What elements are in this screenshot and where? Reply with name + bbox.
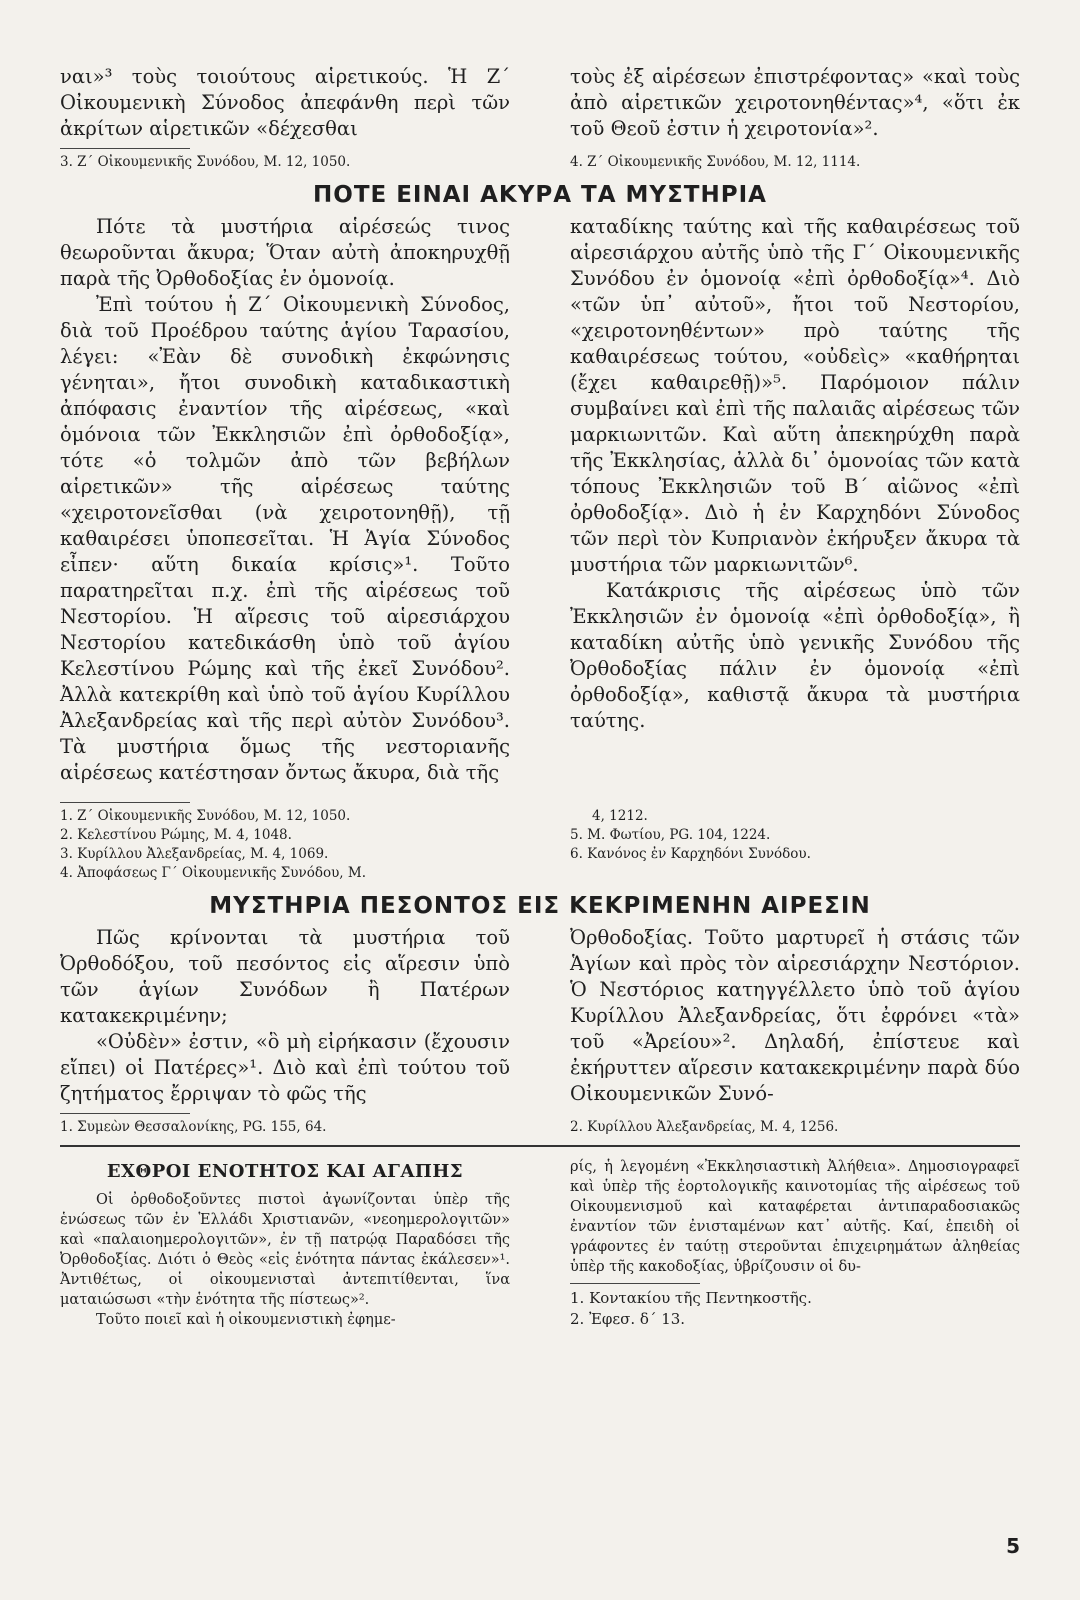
paragraph: Πότε τὰ μυστήρια αἱρέσεώς τινος θεωροῦνται ἄκυρα; Ὅταν αὐτὴ ἀποκηρυχθῇ παρὰ τῆς Ὀρθοδοξίας ἐν ὁμονοίᾳ.	[60, 215, 510, 290]
section-2-right-column	[570, 925, 1020, 1137]
footnote: 4. Ζ΄ Οἰκουμενικῆς Συνόδου, Μ. 12, 1114.	[570, 154, 861, 170]
footnote: 5. Μ. Φωτίου, PG. 104, 1224.	[570, 827, 771, 843]
footnote: 1. Ζ΄ Οἰκουμενικῆς Συνόδου, Μ. 12, 1050.	[60, 808, 351, 824]
section-1-left-column	[60, 214, 510, 786]
section-1-right-column	[570, 214, 1020, 786]
footnote: 2. Ἐφεσ. δ΄ 13.	[570, 1310, 686, 1328]
footnote-rule	[60, 148, 190, 149]
section-3-right-column	[570, 1157, 1020, 1330]
footnote: 3. Κυρίλλου Ἀλεξανδρείας, Μ. 4, 1069.	[60, 846, 329, 862]
top-right-text: τοὺς ἐξ αἱρέσεων ἐπιστρέφοντας» «καὶ τοὺς ἀπὸ αἱρετικῶν χειροτονηθέντας»⁴, «ὅτι ἐκ τοῦ Θεοῦ ἐστιν ἡ χειροτονία»².	[570, 65, 1020, 140]
footnotes-right	[570, 796, 1020, 883]
paragraph: Ἐπὶ τούτου ἡ Ζ΄ Οἰκουμενικὴ Σύνοδος, διὰ τοῦ Προέδρου ταύτης ἁγίου Ταρασίου, λέγει: «Ἐὰν δὲ συνοδικὴ ἐκφώνησις γένηται», ἤτοι συνοδικὴ καταδικαστικὴ ἀπόφασις ἐναντίον τῆς αἱρέσεως, «καὶ ὁμόνοια τῶν Ἐκκλησιῶν ἐπὶ ὀρθοδοξίᾳ», τότε «ὁ τολμῶν ἀπὸ τῶν βεβήλων αἱρετικῶν» τῆς αἱρέσεως ταύτης «χειροτονεῖσθαι (νὰ χειροτονηθῇ), τῇ καθαιρέσει ὑποπεσεῖται. Ἡ Ἁγία Σύνοδος εἶπεν· αὕτη δικαία κρίσις»¹. Τοῦτο παρατηρεῖται π.χ. ἐπὶ τῆς αἱρέσεως τοῦ Νεστορίου. Ἡ αἵρεσις τοῦ αἱρεσιάρχου Νεστορίου κατεδικάσθη ὑπὸ τοῦ ἁγίου Κελεστίνου Ρώμης καὶ τῆς ἐκεῖ Συνόδου². Ἀλλὰ κατεκρίθη καὶ ὑπὸ τοῦ ἁγίου Κυρίλλου Ἀλεξανδρείας καὶ τῆς περὶ αὐτὸν Συνόδου³. Τὰ μυστήρια ὅμως τῆς νεστοριανῆς αἱρέσεως κατέστησαν ὄντως ἄκυρα, διὰ τῆς	[60, 293, 510, 784]
section-2-left-column	[60, 925, 510, 1137]
footnote: 1. Κοντακίου τῆς Πεντηκοστῆς.	[570, 1289, 812, 1307]
top-left-text: ναι»³ τοὺς τοιούτους αἱρετικούς. Ἡ Ζ΄ Οἰκουμενικὴ Σύνοδος ἀπεφάνθη περὶ τῶν ἀκρίτων αἱρετικῶν «δέχεσθαι	[60, 65, 510, 140]
document-page	[60, 64, 1020, 1330]
paragraph: ρίς, ἡ λεγομένη «Ἐκκλησιαστικὴ Ἀλήθεια». Δημοσιογραφεῖ καὶ ὑπὲρ τῆς ἑορτολογικῆς καινοτομίας τῆς αἱρέσεως τοῦ Οἰκουμενισμοῦ καὶ καταφέρεται ἀντιπαραδοσιακῶς ἐναντίον τῶν ἐνισταμένων κατ᾿ αὐτῆς. Καί, ἐπειδὴ οἱ γράφοντες ἐν ταύτῃ στεροῦνται ἐπιχειρημάτων ἀληθείας ὑπὲρ τῆς κακοδοξίας, ὑβρίζουσιν οἱ δυ-	[570, 1159, 1020, 1275]
paragraph: καταδίκης ταύτης καὶ τῆς καθαιρέσεως τοῦ αἱρεσιάρχου αὐτῆς ὑπὸ τῆς Γ΄ Οἰκουμενικῆς Συνόδου ἐν ὁμονοίᾳ «ἐπὶ ὀρθοδοξίᾳ»⁴. Διὸ «τῶν ὑπ᾿ αὐτοῦ», ἤτοι τοῦ Νεστορίου, «χειροτονηθέντων» πρὸ ταύτης τῆς καθαιρέσεως τούτου, «οὐδεὶς» «καθήρηται (ἔχει καθαιρεθῇ)»⁵. Παρόμοιον πάλιν συμβαίνει καὶ ἐπὶ τῆς παλαιᾶς αἱρέσεως τῶν μαρκιωνιτῶν. Καὶ αὕτη ἀπεκηρύχθη παρὰ τῆς Ἐκκλησίας, ἀλλὰ δι᾿ ὁμονοίας τῶν κατὰ τόπους Ἐκκλησιῶν τοῦ Β΄ αἰῶνος «ἐπὶ ὀρθοδοξίᾳ». Διὸ ἡ ἐν Καρχηδόνι Σύνοδος τῶν περὶ τὸν Κυπριανὸν ἐκήρυξεν ἄκυρα τὰ μυστήρια τῶν μαρκιωνιτῶν⁶.	[570, 215, 1020, 576]
footnote-rule	[60, 1113, 190, 1114]
paragraph: «Οὐδὲν» ἐστιν, «ὃ μὴ εἰρήκασιν (ἔχουσιν εἴπει) οἱ Πατέρες»¹. Διὸ καὶ ἐπὶ τούτου τοῦ ζητήματος ἔρριψαν τὸ φῶς τῆς	[60, 1030, 510, 1105]
footnote: 2. Κυρίλλου Ἀλεξανδρείας, Μ. 4, 1256.	[570, 1119, 839, 1135]
section-3-left-column	[60, 1157, 510, 1330]
footnote: 4, 1212.	[592, 808, 648, 824]
top-left-column	[60, 64, 510, 172]
top-continuation	[60, 64, 1020, 172]
section-1-body	[60, 214, 1020, 786]
section-2-body	[60, 925, 1020, 1137]
page-number: 5	[1006, 1534, 1020, 1558]
section-divider	[60, 1145, 1020, 1147]
section-title: ΠΟΤΕ ΕΙΝΑΙ ΑΚΥΡΑ ΤΑ ΜΥΣΤΗΡΙΑ	[313, 182, 767, 208]
footnote-rule	[570, 1283, 700, 1284]
paragraph: Κατάκρισις τῆς αἱρέσεως ὑπὸ τῶν Ἐκκλησιῶν ἐν ὁμονοίᾳ «ἐπὶ ὀρθοδοξίᾳ», ἢ καταδίκη αὐτῆς ὑπὸ γενικῆς Συνόδου τῆς Ὀρθοδοξίας πάλιν ἐν ὁμονοίᾳ «ἐπὶ ὀρθοδοξίᾳ», καθιστᾷ ἄκυρα τὰ μυστήρια ταύτης.	[570, 579, 1020, 732]
top-right-column	[570, 64, 1020, 172]
section-3-body	[60, 1157, 1020, 1330]
paragraph: Οἱ ὀρθοδοξοῦντες πιστοὶ ἀγωνίζονται ὑπὲρ τῆς ἑνώσεως τῶν ἐν Ἑλλάδι Χριστιανῶν, «νεοημερολογιτῶν» καὶ «παλαιοημερολογιτῶν», ἐν τῇ πατρῴᾳ Παραδόσει τῆς Ὀρθοδοξίας. Διότι ὁ Θεὸς «εἰς ἑνότητα πάντας ἐκάλεσεν»¹. Ἀντιθέτως, οἱ οἰκουμενισταὶ ἀντεπιτίθενται, ἵνα ματαιώσωσι «τὴν ἑνότητα τῆς πίστεως»².	[60, 1192, 510, 1308]
footnotes-left	[60, 796, 510, 883]
footnote: 6. Κανόνος ἐν Καρχηδόνι Συνόδου.	[570, 846, 811, 862]
paragraph: Τοῦτο ποιεῖ καὶ ἡ οἰκουμενιστικὴ ἐφημε-	[96, 1312, 396, 1328]
paragraph: Ὀρθοδοξίας. Τοῦτο μαρτυρεῖ ἡ στάσις τῶν Ἁγίων καὶ πρὸς τὸν αἱρεσιάρχην Νεστόριον. Ὁ Νεστόριος κατηγγέλλετο ὑπὸ τοῦ ἁγίου Κυρίλλου Ἀλεξανδρείας, ὅτι ἐφρόνει «τὰ» τοῦ «Ἀρείου»². Δηλαδή, ἐπίστευε καὶ ἐκήρυττεν αἵρεσιν κατακεκριμένην παρὰ δύο Οἰκουμενικῶν Συνό-	[570, 926, 1020, 1105]
footnote: 4. Ἀποφάσεως Γ΄ Οἰκουμενικῆς Συνόδου, Μ.	[60, 865, 366, 881]
section-title: ΕΧΘΡΟΙ ΕΝΟΤΗΤΟΣ ΚΑΙ ΑΓΑΠΗΣ	[106, 1161, 464, 1182]
footnote: 3. Ζ΄ Οἰκουμενικῆς Συνόδου, Μ. 12, 1050.	[60, 154, 351, 170]
section-1-footnotes	[60, 796, 1020, 883]
footnote-rule	[60, 802, 190, 803]
footnote: 2. Κελεστίνου Ρώμης, Μ. 4, 1048.	[60, 827, 292, 843]
paragraph: Πῶς κρίνονται τὰ μυστήρια τοῦ Ὀρθοδόξου, τοῦ πεσόντος εἰς αἵρεσιν ὑπὸ τῶν ἁγίων Συνόδων ἢ Πατέρων κατακεκριμένην;	[60, 926, 510, 1027]
footnote: 1. Συμεὼν Θεσσαλονίκης, PG. 155, 64.	[60, 1119, 327, 1135]
section-title: ΜΥΣΤΗΡΙΑ ΠΕΣΟΝΤΟΣ ΕΙΣ ΚΕΚΡΙΜΕΝΗΝ ΑΙΡΕΣΙΝ	[209, 893, 871, 919]
